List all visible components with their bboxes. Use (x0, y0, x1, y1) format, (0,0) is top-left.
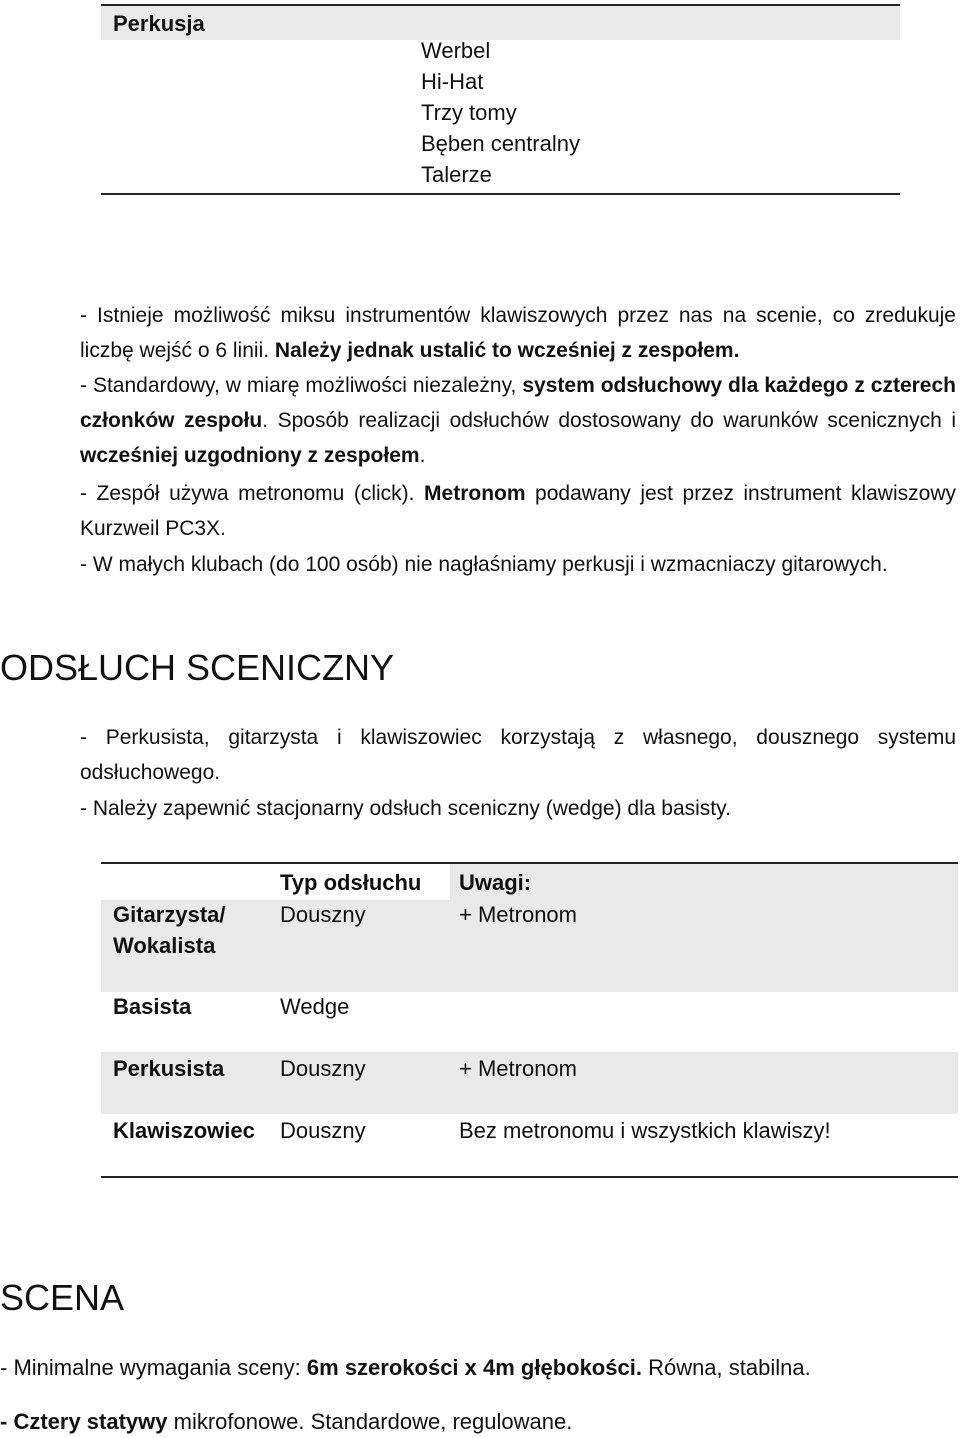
column-header-type: Typ odsłuchu (280, 870, 422, 895)
drum-kit-title: Perkusja (113, 11, 205, 36)
monitor-notes-keyboardist: Bez metronomu i wszystkich klawiszy! (459, 1118, 831, 1143)
drum-item-toms: Trzy tomy (421, 100, 517, 125)
rider-paragraph-keyboards-mix (80, 298, 956, 368)
member-keyboardist: Klawiszowiec (113, 1118, 255, 1143)
paragraph-text: Równa, stabilna. (641, 1355, 811, 1380)
paragraph-bold-text: Należy jednak ustalić to wcześniej z zespołem. (274, 339, 740, 362)
paragraph-text: - Zespół używa metronomu (click). (80, 482, 425, 505)
paragraph-bold-text: Metronom (424, 482, 526, 505)
stage-requirements-dimensions (0, 1352, 940, 1384)
monitor-paragraph-wedge: - Należy zapewnić stacjonarny odsłuch sceniczny (wedge) dla basisty. (80, 797, 731, 820)
drum-item-cymbals: Talerze (421, 162, 492, 187)
monitor-paragraph-in-ear: - Perkusista, gitarzysta i klawiszowiec korzystają z własnego, dousznego systemu odsłuchowego. (80, 726, 956, 784)
paragraph-text: - Istnieje możliwość miksu instrumentów klawiszowych przez nas na scenie, co zredukuje liczbę wejść o 6 linii. (80, 304, 956, 362)
column-header-notes: Uwagi: (459, 870, 532, 895)
rider-paragraph-metronome (80, 476, 956, 546)
stage-requirements-mic-stands (0, 1406, 940, 1438)
paragraph-text: . Sposób realizacji odsłuchów dostosowany do warunków scenicznych i (262, 409, 956, 432)
paragraph-bold-text: 6m szerokości x 4m głębokości. (306, 1355, 642, 1380)
member-bassist: Basista (113, 994, 192, 1019)
monitor-table (101, 862, 958, 1182)
paragraph-text: - Minimalne wymagania sceny: (0, 1355, 307, 1380)
member-drummer: Perkusista (113, 1056, 225, 1081)
table-header-row (101, 6, 900, 40)
drum-item-hihat: Hi-Hat (421, 69, 484, 94)
monitor-heading: ODSŁUCH SCENICZNY (0, 647, 395, 688)
monitor-type-guitarist: Douszny (280, 902, 366, 927)
drum-kit-table (101, 4, 900, 194)
paragraph-bold-text: wcześniej uzgodniony z zespołem (80, 444, 420, 467)
member-guitarist-vocalist: Gitarzysta/ Wokalista (113, 902, 226, 958)
drum-item-kick: Bęben centralny (421, 131, 580, 156)
paragraph-text: - Standardowy, w miarę możliwości niezależny, (80, 374, 523, 397)
paragraph-bold-text: - Cztery statywy (0, 1409, 168, 1434)
table-bottom-rule (101, 193, 900, 195)
paragraph-text: - W małych klubach (do 100 osób) nie nagłaśniamy perkusji i wzmacniaczy gitarowych. (80, 553, 888, 576)
monitor-notes-drummer: + Metronom (459, 1056, 577, 1081)
monitor-type-keyboardist: Douszny (280, 1118, 366, 1143)
stage-heading: SCENA (0, 1277, 125, 1318)
paragraph-text: . (419, 444, 426, 467)
rider-paragraph-small-clubs (80, 547, 956, 582)
monitor-type-drummer: Douszny (280, 1056, 366, 1081)
monitor-notes-guitarist: + Metronom (459, 902, 577, 927)
drum-item-snare: Werbel (421, 38, 491, 63)
monitor-type-bassist: Wedge (280, 994, 350, 1019)
paragraph-text: podawany jest przez instrument klawiszowy Kurzweil PC3X. (80, 482, 956, 540)
rider-paragraph-monitor-system (80, 368, 956, 473)
table-bottom-rule (101, 1176, 958, 1178)
paragraph-bold-text: system odsłuchowy dla każdego z czterech członków zespołu (80, 374, 956, 432)
paragraph-text: mikrofonowe. Standardowe, regulowane. (167, 1409, 573, 1434)
